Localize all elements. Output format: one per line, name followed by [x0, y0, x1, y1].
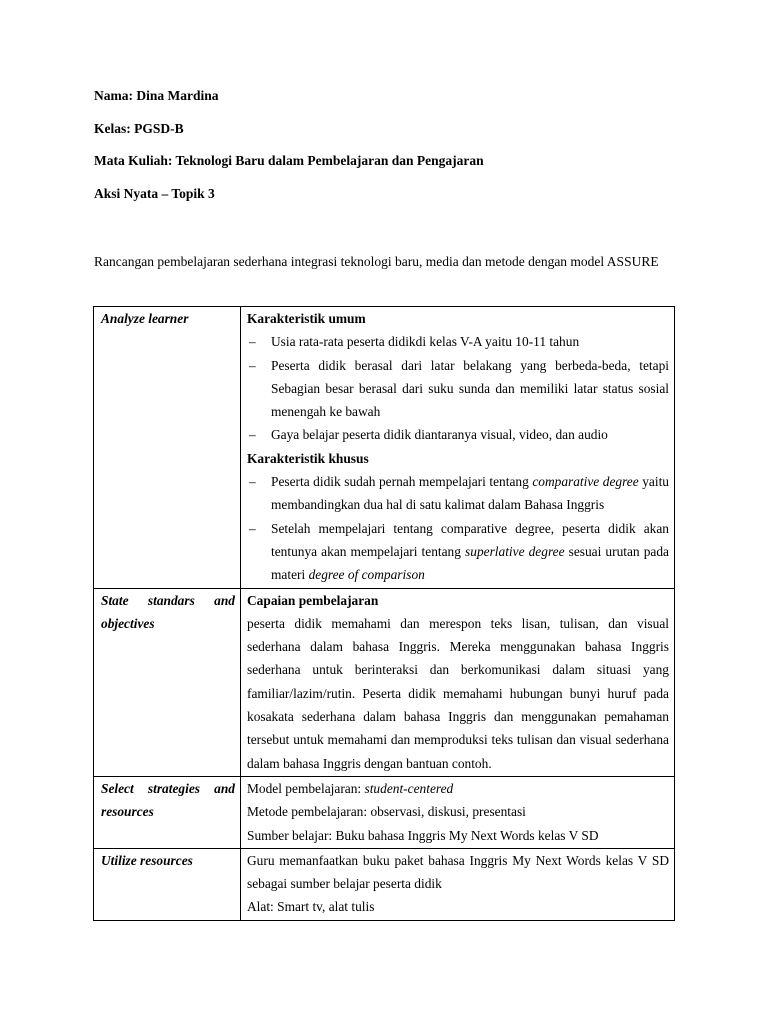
table-row-state [94, 588, 675, 776]
assure-table [93, 306, 675, 921]
metode-line: Metode pembelajaran: observasi, diskusi, presentasi [247, 804, 526, 820]
list-item: – Gaya belajar peserta didik diantaranya visual, video, dan audio [247, 423, 669, 446]
row-label-select: Select strategies and resources [94, 776, 241, 848]
table-row-select [94, 776, 675, 848]
list-item: – Usia rata-rata peserta didikdi kelas V-A yaitu 10-11 tahun [247, 330, 669, 353]
emphasis-term: comparative degree [532, 474, 639, 490]
row-label-utilize: Utilize resources [94, 848, 241, 920]
alat-line: Alat: Smart tv, alat tulis [247, 899, 375, 915]
list-item-text: sesuai urutan pada materi [271, 543, 669, 583]
row-label-analyze: Analyze learner [94, 307, 241, 589]
heading-karakteristik-umum: Karakteristik umum [247, 311, 366, 326]
row-content-state [241, 588, 675, 776]
heading-capaian: Capaian pembelajaran [247, 592, 379, 608]
table-row-analyze [94, 307, 675, 589]
model-line [247, 777, 669, 800]
list-item: – Peserta didik berasal dari latar belakang yang berbeda-beda, tetapi Sebagian besar berasal dari suku sunda dan memiliki latar status sosial menengah ke bawah [247, 354, 669, 424]
list-item-text: yaitu membandingkan dua hal di satu kalimat dalam Bahasa Inggris [271, 474, 669, 513]
assignment-title: Aksi Nyata – Topik 3 [94, 186, 215, 201]
model-label: Model pembelajaran: [247, 780, 365, 796]
capaian-text: peserta didik memahami dan merespon teks lisan, tulisan, dan visual sederhana dalam bahasa Inggris. Mereka menggunakan bahasa Inggris sederhana untuk berinteraksi dan berkomunikasi dalam situasi yang familiar/lazim/rutin. Peserta didik memahami hubungan bunyi huruf pada kosakata sederhana dalam bahasa Inggris dan menggunakan pemahaman tersebut untuk memahami dan memproduksi teks tulisan dan visual sederhana dalam bahasa Inggris dengan bantuan contoh. [247, 615, 669, 771]
course-name: Mata Kuliah: Teknologi Baru dalam Pembelajaran dan Pengajaran [94, 153, 484, 168]
intro-paragraph: Rancangan pembelajaran sederhana integrasi teknologi baru, media dan metode dengan model ASSURE [94, 254, 659, 269]
utilize-line: Guru memanfaatkan buku paket bahasa Inggris My Next Words kelas V SD sebagai sumber belajar peserta didik [247, 852, 669, 892]
list-item [247, 470, 669, 517]
heading-karakteristik-khusus: Karakteristik khusus [247, 450, 369, 466]
row-content-utilize [241, 848, 675, 920]
sumber-line: Sumber belajar: Buku bahasa Inggris My Next Words kelas V SD [247, 827, 599, 843]
model-value: student-centered [364, 780, 454, 796]
row-label-state: State standars and objectives [94, 588, 241, 776]
row-content-select [241, 776, 675, 848]
student-name: Nama: Dina Mardina [94, 88, 219, 103]
list-item-text: Setelah mempelajari tentang comparative degree, peserta didik akan tentunya akan mempelajari tentang [271, 520, 669, 559]
emphasis-term: superlative degree [465, 543, 565, 559]
list-item [247, 517, 669, 587]
table-row-utilize [94, 848, 675, 920]
emphasis-term: degree of comparison [308, 567, 425, 583]
row-content-analyze [241, 307, 675, 589]
student-class: Kelas: PGSD-B [94, 121, 184, 136]
list-item-text: Peserta didik sudah pernah mempelajari tentang [271, 474, 533, 490]
